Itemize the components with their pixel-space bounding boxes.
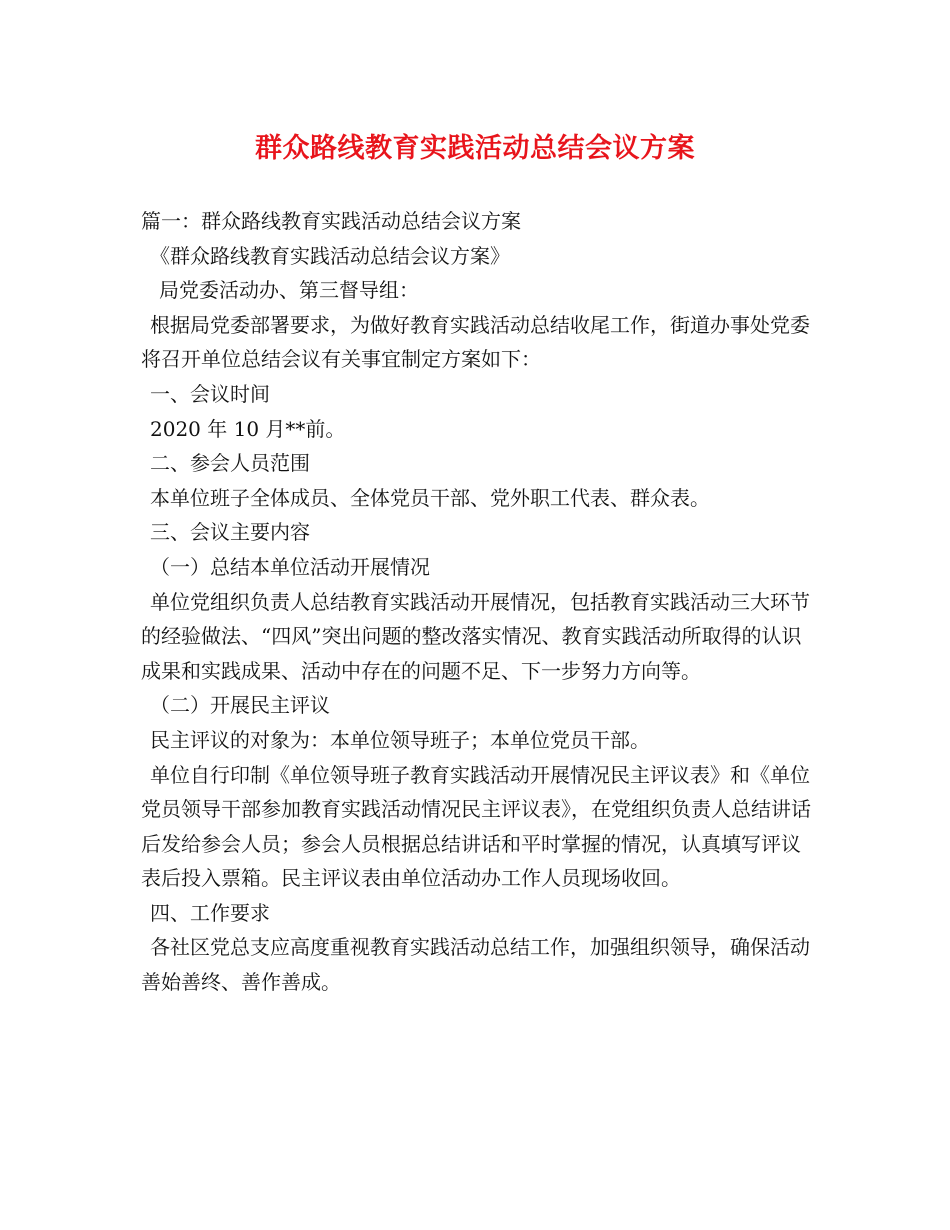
section-heading-main-content: 三、会议主要内容 <box>150 520 310 545</box>
paragraph-summary: 单位党组织负责人总结教育实践活动开展情况，包括教育实践活动三大环节的经验做法、“四风”突出问题的整改落实情况、教育实践活动所取得的认识成果和实践成果、活动中存在的问题不足、下一步努力方向等。 <box>141 589 810 683</box>
paragraph-requirements: 各社区党总支应高度重视教育实践活动总结工作，加强组织领导，确保活动善始善终、善作善成。 <box>141 935 810 995</box>
section-heading-meeting-time: 一、会议时间 <box>150 381 270 406</box>
document-body <box>141 204 813 1000</box>
paragraph-quoted-title: 《群众路线教育实践活动总结会议方案》 <box>150 243 510 268</box>
section-heading-attendees: 二、参会人员范围 <box>150 451 310 476</box>
subsection-heading-summary: （一）总结本单位活动开展情况 <box>150 554 430 579</box>
document-title: 群众路线教育实践活动总结会议方案 <box>255 133 695 164</box>
section-heading-requirements: 四、工作要求 <box>150 900 270 925</box>
paragraph-evaluation-process: 单位自行印制《单位领导班子教育实践活动开展情况民主评议表》和《单位党员领导干部参加教育实践活动情况民主评议表》，在党组织负责人总结讲话后发给参会人员；参会人员根据总结讲话和平时掌握的情况，认真填写评议表后投入票箱。民主评议表由单位活动办工作人员现场收回。 <box>141 762 811 891</box>
subsection-heading-evaluation: （二）开展民主评议 <box>150 693 330 718</box>
paragraph-addressee: 局党委活动办、第三督导组： <box>159 278 419 303</box>
paragraph-evaluation-targets: 民主评议的对象为：本单位领导班子；本单位党员干部。 <box>150 727 650 752</box>
paragraph-intro: 根据局党委部署要求，为做好教育实践活动总结收尾工作，街道办事处党委将召开单位总结会议有关事宜制定方案如下： <box>141 312 810 372</box>
paragraph-heading-part-one: 篇一：群众路线教育实践活动总结会议方案 <box>141 209 521 233</box>
paragraph-attendees: 本单位班子全体成员、全体党员干部、党外职工代表、群众表。 <box>150 485 710 510</box>
paragraph-meeting-date: 2020 年 10 月**前。 <box>150 416 346 441</box>
